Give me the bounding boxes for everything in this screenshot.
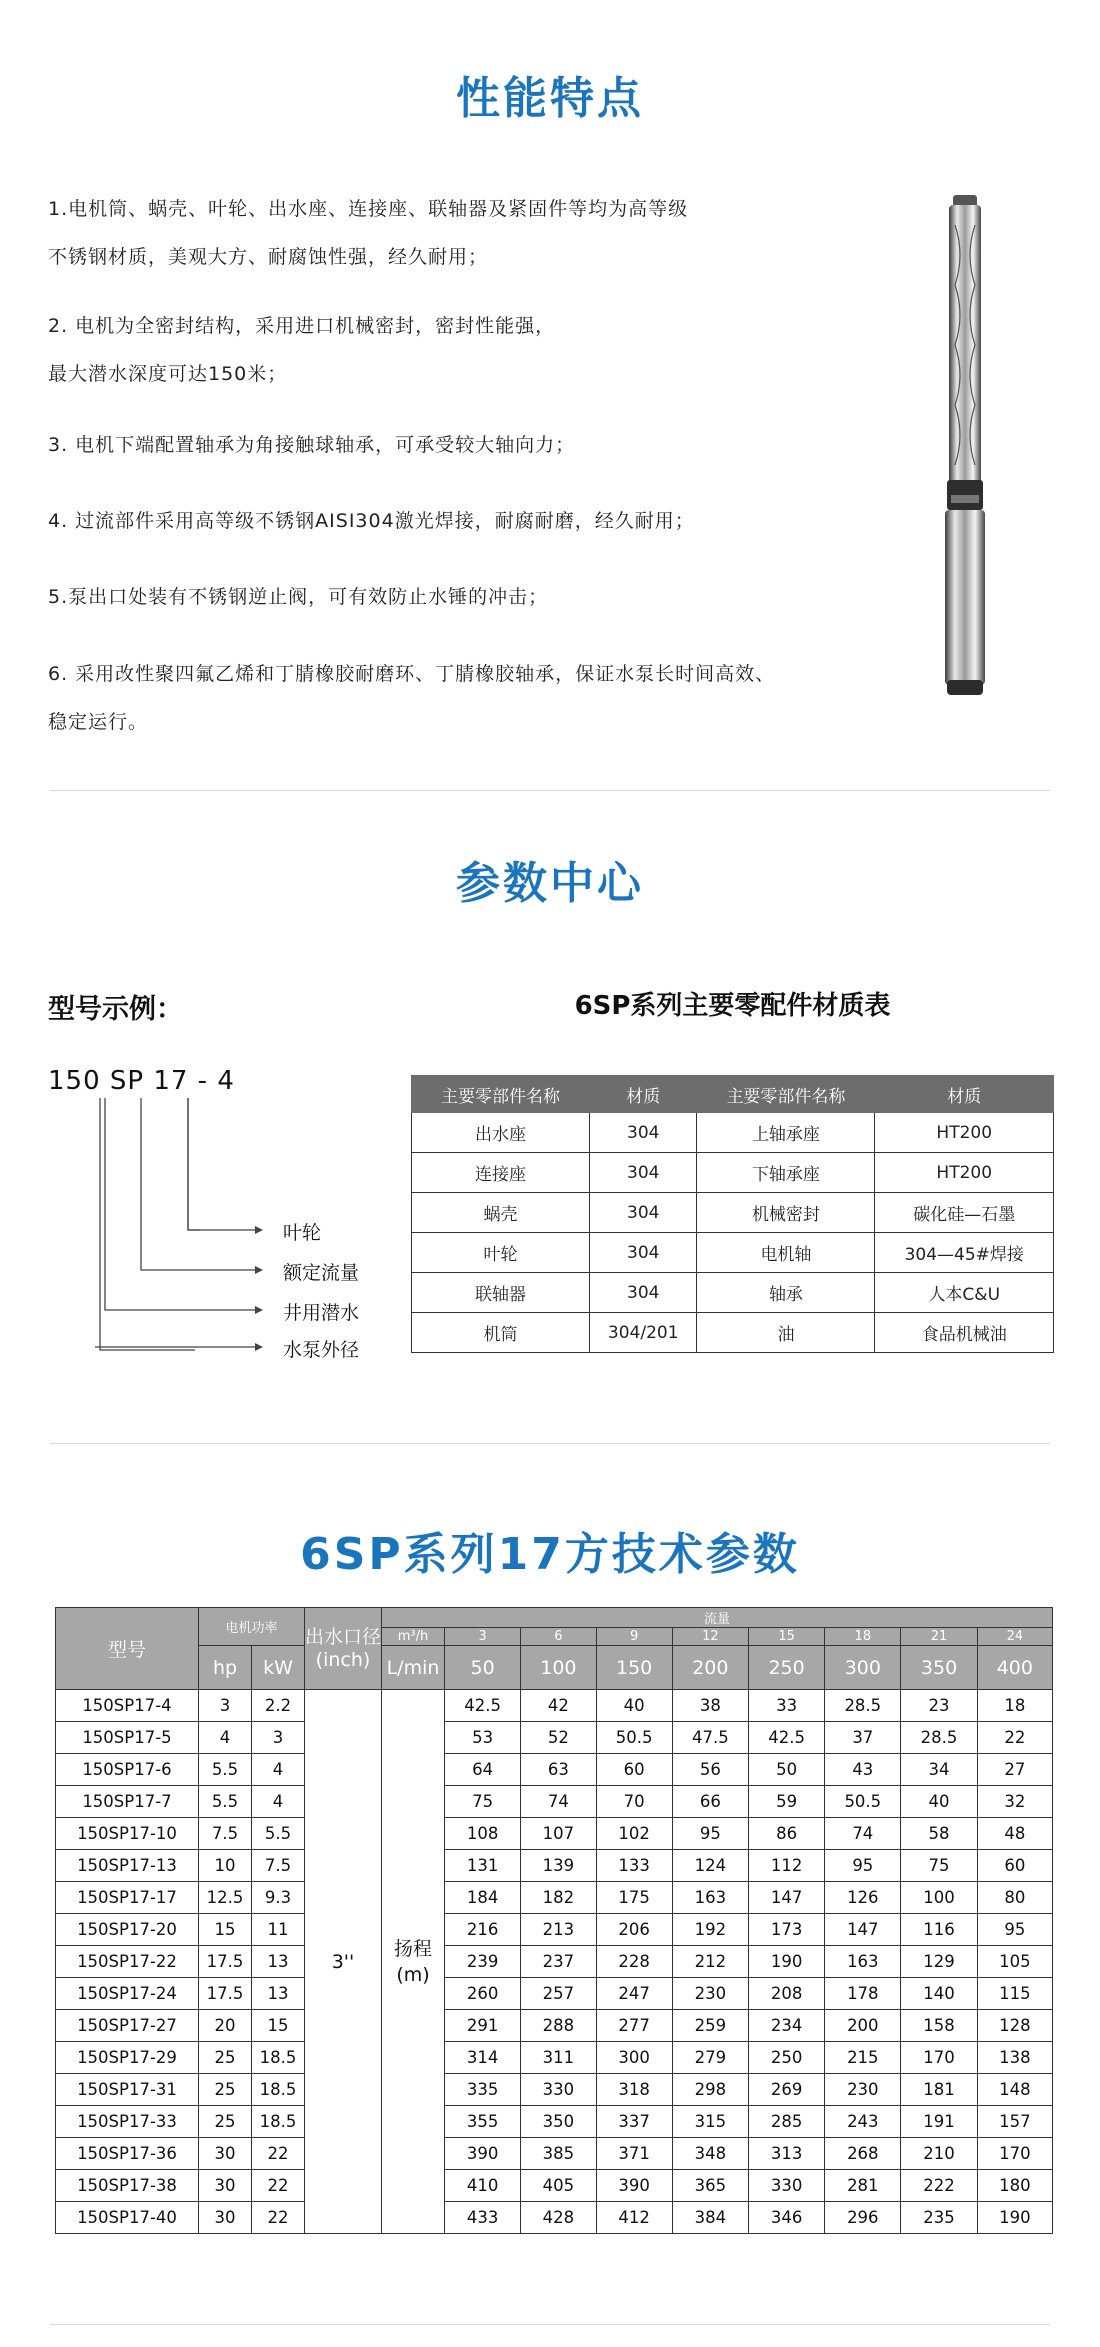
table-cell: 228 bbox=[596, 1946, 672, 1978]
table-cell: 304 bbox=[590, 1153, 697, 1193]
table-cell: 410 bbox=[445, 2170, 521, 2202]
model-legend-line-first bbox=[180, 1098, 200, 1363]
table-cell: 95 bbox=[672, 1818, 748, 1850]
table-cell: 279 bbox=[672, 2042, 748, 2074]
table-cell: 100 bbox=[901, 1882, 977, 1914]
table-cell: 348 bbox=[672, 2138, 748, 2170]
table-cell: 269 bbox=[748, 2074, 824, 2106]
table-cell: HT200 bbox=[875, 1153, 1054, 1193]
table-row bbox=[412, 1233, 1054, 1273]
table-cell: 405 bbox=[521, 2170, 596, 2202]
table-cell: 25 bbox=[199, 2074, 252, 2106]
table-cell: 13 bbox=[252, 1978, 305, 2010]
table-cell: 116 bbox=[901, 1914, 977, 1946]
divider-2 bbox=[50, 1443, 1050, 1444]
col-outlet: 出水口径(inch) bbox=[305, 1608, 382, 1690]
head-label: 扬程(m) bbox=[382, 1690, 445, 2234]
table-cell: 173 bbox=[748, 1914, 824, 1946]
table-cell: 64 bbox=[445, 1754, 521, 1786]
table-cell: 10 bbox=[199, 1850, 252, 1882]
table-cell: 80 bbox=[977, 1882, 1052, 1914]
table-cell: 150SP17-24 bbox=[56, 1978, 199, 2010]
table-cell: 355 bbox=[445, 2106, 521, 2138]
table-cell: 330 bbox=[748, 2170, 824, 2202]
table-cell: 22 bbox=[252, 2170, 305, 2202]
table-cell: 86 bbox=[748, 1818, 824, 1850]
table-cell: 247 bbox=[596, 1978, 672, 2010]
table-cell: 上轴承座 bbox=[697, 1113, 875, 1153]
table-cell: 150SP17-5 bbox=[56, 1722, 199, 1754]
table-cell: 18 bbox=[977, 1690, 1052, 1722]
table-cell: 33 bbox=[748, 1690, 824, 1722]
table-cell: 52 bbox=[521, 1722, 596, 1754]
table-cell: 385 bbox=[521, 2138, 596, 2170]
table-cell: 433 bbox=[445, 2202, 521, 2234]
flow-m3h-cell: 9 bbox=[596, 1628, 672, 1646]
table-cell: 182 bbox=[521, 1882, 596, 1914]
table-cell: 60 bbox=[977, 1850, 1052, 1882]
table-cell: 371 bbox=[596, 2138, 672, 2170]
legend-well: 井用潜水 bbox=[283, 1302, 360, 1324]
table-cell: 133 bbox=[596, 1850, 672, 1882]
table-cell: 叶轮 bbox=[412, 1233, 590, 1273]
table-cell: 257 bbox=[521, 1978, 596, 2010]
table-cell: 191 bbox=[901, 2106, 977, 2138]
table-cell: 115 bbox=[977, 1978, 1052, 2010]
table-cell: 23 bbox=[901, 1690, 977, 1722]
flow-m3h-cell: 24 bbox=[977, 1628, 1052, 1646]
table-cell: 337 bbox=[596, 2106, 672, 2138]
table-cell: 74 bbox=[521, 1786, 596, 1818]
table-cell: 428 bbox=[521, 2202, 596, 2234]
table-cell: 63 bbox=[521, 1754, 596, 1786]
table-cell: 轴承 bbox=[697, 1273, 875, 1313]
table-cell: 5.5 bbox=[199, 1786, 252, 1818]
table-cell: 出水座 bbox=[412, 1113, 590, 1153]
table-cell: 268 bbox=[825, 2138, 901, 2170]
table-cell: 53 bbox=[445, 1722, 521, 1754]
table-cell: 18.5 bbox=[252, 2106, 305, 2138]
table-cell: 190 bbox=[977, 2202, 1052, 2234]
divider-1 bbox=[50, 790, 1050, 791]
table-cell: 235 bbox=[901, 2202, 977, 2234]
table-cell: 74 bbox=[825, 1818, 901, 1850]
unit-hp: hp bbox=[199, 1646, 252, 1690]
table-cell: 18.5 bbox=[252, 2074, 305, 2106]
flow-m3h-cell: 3 bbox=[445, 1628, 521, 1646]
table-cell: 181 bbox=[901, 2074, 977, 2106]
table-cell: 213 bbox=[521, 1914, 596, 1946]
table-cell: 150SP17-33 bbox=[56, 2106, 199, 2138]
materials-header: 材质 bbox=[875, 1076, 1054, 1113]
materials-header: 主要零部件名称 bbox=[412, 1076, 590, 1113]
flow-lmin-cell: 250 bbox=[748, 1646, 824, 1690]
table-cell: 314 bbox=[445, 2042, 521, 2074]
table-cell: 234 bbox=[748, 2010, 824, 2042]
table-row bbox=[56, 2106, 1053, 2138]
table-cell: 365 bbox=[672, 2170, 748, 2202]
table-cell: 163 bbox=[672, 1882, 748, 1914]
table-cell: 7.5 bbox=[199, 1818, 252, 1850]
table-cell: 260 bbox=[445, 1978, 521, 2010]
table-row bbox=[56, 2202, 1053, 2234]
table-row bbox=[56, 1754, 1053, 1786]
table-cell: 食品机械油 bbox=[875, 1313, 1054, 1353]
table-cell: 150SP17-13 bbox=[56, 1850, 199, 1882]
flow-lmin-cell: 300 bbox=[825, 1646, 901, 1690]
col-power: 电机功率 bbox=[199, 1608, 305, 1646]
table-cell: 412 bbox=[596, 2202, 672, 2234]
table-cell: 208 bbox=[748, 1978, 824, 2010]
table-row bbox=[56, 1818, 1053, 1850]
table-cell: 206 bbox=[596, 1914, 672, 1946]
table-cell: 304 bbox=[590, 1113, 697, 1153]
legend-flow: 额定流量 bbox=[283, 1262, 360, 1284]
table-cell: 27 bbox=[977, 1754, 1052, 1786]
table-cell: 102 bbox=[596, 1818, 672, 1850]
table-cell: 281 bbox=[825, 2170, 901, 2202]
table-cell: 304/201 bbox=[590, 1313, 697, 1353]
table-row bbox=[56, 2010, 1053, 2042]
unit-m3h: m³/h bbox=[382, 1628, 445, 1646]
table-cell: 300 bbox=[596, 2042, 672, 2074]
col-model: 型号 bbox=[56, 1608, 199, 1690]
table-cell: 38 bbox=[672, 1690, 748, 1722]
table-cell: 电机轴 bbox=[697, 1233, 875, 1273]
table-cell: 40 bbox=[596, 1690, 672, 1722]
table-cell: 40 bbox=[901, 1786, 977, 1818]
table-cell: 4 bbox=[252, 1786, 305, 1818]
table-cell: 298 bbox=[672, 2074, 748, 2106]
table-cell: 150SP17-29 bbox=[56, 2042, 199, 2074]
table-cell: 95 bbox=[825, 1850, 901, 1882]
outlet-value: 3'' bbox=[305, 1690, 382, 2234]
table-cell: 124 bbox=[672, 1850, 748, 1882]
table-row bbox=[412, 1193, 1054, 1233]
legend-diameter: 水泵外径 bbox=[283, 1339, 360, 1361]
table-row bbox=[56, 1690, 1053, 1722]
table-cell: 107 bbox=[521, 1818, 596, 1850]
table-cell: 139 bbox=[521, 1850, 596, 1882]
table-cell: 190 bbox=[748, 1946, 824, 1978]
table-cell: 350 bbox=[521, 2106, 596, 2138]
table-cell: 277 bbox=[596, 2010, 672, 2042]
table-cell: 25 bbox=[199, 2106, 252, 2138]
table-cell: 5.5 bbox=[199, 1754, 252, 1786]
feature-line: 不锈钢材质，美观大方、耐腐蚀性强，经久耐用； bbox=[48, 246, 489, 268]
flow-lmin-cell: 200 bbox=[672, 1646, 748, 1690]
table-cell: 机械密封 bbox=[697, 1193, 875, 1233]
flow-m3h-cell: 12 bbox=[672, 1628, 748, 1646]
table-cell: 11 bbox=[252, 1914, 305, 1946]
unit-lmin: L/min bbox=[382, 1646, 445, 1690]
table-cell: 150SP17-17 bbox=[56, 1882, 199, 1914]
model-code: 150 SP 17 - 4 bbox=[48, 1066, 235, 1096]
table-cell: 291 bbox=[445, 2010, 521, 2042]
table-cell: 48 bbox=[977, 1818, 1052, 1850]
table-cell: 178 bbox=[825, 1978, 901, 2010]
feature-line: 1.电机筒、蜗壳、叶轮、出水座、连接座、联轴器及紧固件等均为高等级 bbox=[48, 198, 689, 220]
table-cell: 15 bbox=[252, 2010, 305, 2042]
table-cell: 304 bbox=[590, 1233, 697, 1273]
table-row bbox=[56, 1978, 1053, 2010]
feature-line: 3. 电机下端配置轴承为角接触球轴承，可承受较大轴向力； bbox=[48, 434, 576, 456]
table-cell: 4 bbox=[199, 1722, 252, 1754]
table-cell: 70 bbox=[596, 1786, 672, 1818]
flow-lmin-cell: 400 bbox=[977, 1646, 1052, 1690]
table-cell: 112 bbox=[748, 1850, 824, 1882]
table-cell: 285 bbox=[748, 2106, 824, 2138]
table-cell: 239 bbox=[445, 1946, 521, 1978]
table-row bbox=[56, 1722, 1053, 1754]
table-cell: 机筒 bbox=[412, 1313, 590, 1353]
table-cell: 7.5 bbox=[252, 1850, 305, 1882]
table-cell: 346 bbox=[748, 2202, 824, 2234]
flow-lmin-cell: 100 bbox=[521, 1646, 596, 1690]
table-cell: 58 bbox=[901, 1818, 977, 1850]
table-cell: 25 bbox=[199, 2042, 252, 2074]
table-cell: 184 bbox=[445, 1882, 521, 1914]
flow-m3h-cell: 6 bbox=[521, 1628, 596, 1646]
table-cell: 联轴器 bbox=[412, 1273, 590, 1313]
flow-m3h-cell: 15 bbox=[748, 1628, 824, 1646]
flow-m3h-cell: 18 bbox=[825, 1628, 901, 1646]
table-cell: 蜗壳 bbox=[412, 1193, 590, 1233]
flow-m3h-cell: 21 bbox=[901, 1628, 977, 1646]
table-cell: 32 bbox=[977, 1786, 1052, 1818]
table-cell: 237 bbox=[521, 1946, 596, 1978]
features-title: 性能特点 bbox=[456, 73, 644, 124]
table-cell: 66 bbox=[672, 1786, 748, 1818]
table-cell: 2.2 bbox=[252, 1690, 305, 1722]
table-cell: 150SP17-38 bbox=[56, 2170, 199, 2202]
table-cell: 150SP17-10 bbox=[56, 1818, 199, 1850]
table-cell: 34 bbox=[901, 1754, 977, 1786]
unit-kw: kW bbox=[252, 1646, 305, 1690]
table-cell: 215 bbox=[825, 2042, 901, 2074]
model-legend-lines-left bbox=[75, 1098, 195, 1363]
table-cell: 150SP17-20 bbox=[56, 1914, 199, 1946]
table-cell: 147 bbox=[825, 1914, 901, 1946]
materials-header: 材质 bbox=[590, 1076, 697, 1113]
legend-impeller: 叶轮 bbox=[283, 1222, 322, 1244]
table-cell: 147 bbox=[748, 1882, 824, 1914]
table-cell: 128 bbox=[977, 2010, 1052, 2042]
table-cell: 50.5 bbox=[596, 1722, 672, 1754]
table-cell: 304—45#焊接 bbox=[875, 1233, 1054, 1273]
table-cell: 12.5 bbox=[199, 1882, 252, 1914]
table-row bbox=[56, 1882, 1053, 1914]
table-cell: 230 bbox=[825, 2074, 901, 2106]
table-cell: 18.5 bbox=[252, 2042, 305, 2074]
tech-table bbox=[55, 1607, 1053, 2234]
flow-lmin-cell: 50 bbox=[445, 1646, 521, 1690]
feature-line: 最大潜水深度可达150米； bbox=[48, 363, 288, 385]
table-cell: 150SP17-36 bbox=[56, 2138, 199, 2170]
table-cell: 126 bbox=[825, 1882, 901, 1914]
params-center-title: 参数中心 bbox=[456, 858, 644, 909]
feature-line: 5.泵出口处装有不锈钢逆止阀，可有效防止水锤的冲击； bbox=[48, 586, 549, 608]
table-cell: 304 bbox=[590, 1273, 697, 1313]
table-row bbox=[412, 1113, 1054, 1153]
table-cell: 30 bbox=[199, 2170, 252, 2202]
table-cell: 230 bbox=[672, 1978, 748, 2010]
table-cell: 304 bbox=[590, 1193, 697, 1233]
feature-line: 2. 电机为全密封结构，采用进口机械密封，密封性能强， bbox=[48, 315, 556, 337]
table-cell: 下轴承座 bbox=[697, 1153, 875, 1193]
table-cell: 42.5 bbox=[445, 1690, 521, 1722]
table-cell: 150SP17-27 bbox=[56, 2010, 199, 2042]
table-cell: 油 bbox=[697, 1313, 875, 1353]
table-row bbox=[56, 1850, 1053, 1882]
table-row bbox=[56, 1914, 1053, 1946]
table-cell: 56 bbox=[672, 1754, 748, 1786]
feature-line: 稳定运行。 bbox=[48, 711, 149, 733]
table-cell: 28.5 bbox=[825, 1690, 901, 1722]
table-cell: 5.5 bbox=[252, 1818, 305, 1850]
table-cell: 390 bbox=[445, 2138, 521, 2170]
pump-image bbox=[935, 195, 995, 705]
table-cell: 157 bbox=[977, 2106, 1052, 2138]
table-cell: 75 bbox=[445, 1786, 521, 1818]
table-cell: 37 bbox=[825, 1722, 901, 1754]
table-cell: 28.5 bbox=[901, 1722, 977, 1754]
table-cell: 384 bbox=[672, 2202, 748, 2234]
table-cell: 390 bbox=[596, 2170, 672, 2202]
table-row bbox=[56, 2170, 1053, 2202]
table-cell: 200 bbox=[825, 2010, 901, 2042]
table-cell: 59 bbox=[748, 1786, 824, 1818]
table-cell: 碳化硅—石墨 bbox=[875, 1193, 1054, 1233]
model-example-label: 型号示例： bbox=[48, 994, 183, 1025]
table-cell: 296 bbox=[825, 2202, 901, 2234]
table-cell: 131 bbox=[445, 1850, 521, 1882]
table-cell: 47.5 bbox=[672, 1722, 748, 1754]
table-cell: 170 bbox=[901, 2042, 977, 2074]
table-row bbox=[56, 2138, 1053, 2170]
table-cell: 108 bbox=[445, 1818, 521, 1850]
table-cell: 60 bbox=[596, 1754, 672, 1786]
table-row bbox=[56, 1946, 1053, 1978]
table-cell: 人本C&U bbox=[875, 1273, 1054, 1313]
col-flow: 流量 bbox=[382, 1608, 1053, 1628]
table-cell: 313 bbox=[748, 2138, 824, 2170]
table-cell: 9.3 bbox=[252, 1882, 305, 1914]
table-cell: 150SP17-6 bbox=[56, 1754, 199, 1786]
table-cell: 311 bbox=[521, 2042, 596, 2074]
flow-lmin-cell: 150 bbox=[596, 1646, 672, 1690]
divider-3 bbox=[50, 2324, 1050, 2325]
table-row bbox=[412, 1273, 1054, 1313]
table-cell: 216 bbox=[445, 1914, 521, 1946]
materials-title: 6SP系列主要零配件材质表 bbox=[574, 991, 891, 1021]
table-cell: 17.5 bbox=[199, 1946, 252, 1978]
table-cell: 20 bbox=[199, 2010, 252, 2042]
table-cell: HT200 bbox=[875, 1113, 1054, 1153]
feature-line: 4. 过流部件采用高等级不锈钢AISI304激光焊接，耐腐耐磨，经久耐用； bbox=[48, 510, 695, 532]
flow-lmin-cell: 350 bbox=[901, 1646, 977, 1690]
table-cell: 105 bbox=[977, 1946, 1052, 1978]
table-cell: 163 bbox=[825, 1946, 901, 1978]
table-cell: 315 bbox=[672, 2106, 748, 2138]
materials-table bbox=[411, 1075, 1054, 1353]
table-cell: 13 bbox=[252, 1946, 305, 1978]
tech-title: 6SP系列17方技术参数 bbox=[300, 1529, 800, 1580]
table-cell: 150SP17-31 bbox=[56, 2074, 199, 2106]
table-cell: 330 bbox=[521, 2074, 596, 2106]
table-row bbox=[56, 2074, 1053, 2106]
table-cell: 22 bbox=[252, 2202, 305, 2234]
table-cell: 158 bbox=[901, 2010, 977, 2042]
table-cell: 3 bbox=[252, 1722, 305, 1754]
table-cell: 50.5 bbox=[825, 1786, 901, 1818]
table-cell: 150SP17-40 bbox=[56, 2202, 199, 2234]
table-cell: 192 bbox=[672, 1914, 748, 1946]
table-cell: 22 bbox=[252, 2138, 305, 2170]
table-cell: 138 bbox=[977, 2042, 1052, 2074]
table-row bbox=[56, 1786, 1053, 1818]
table-cell: 150SP17-22 bbox=[56, 1946, 199, 1978]
table-row bbox=[56, 2042, 1053, 2074]
table-cell: 150SP17-4 bbox=[56, 1690, 199, 1722]
table-cell: 43 bbox=[825, 1754, 901, 1786]
table-cell: 30 bbox=[199, 2202, 252, 2234]
table-cell: 288 bbox=[521, 2010, 596, 2042]
table-cell: 148 bbox=[977, 2074, 1052, 2106]
table-cell: 42.5 bbox=[748, 1722, 824, 1754]
table-cell: 连接座 bbox=[412, 1153, 590, 1193]
table-cell: 318 bbox=[596, 2074, 672, 2106]
table-row bbox=[412, 1313, 1054, 1353]
table-cell: 95 bbox=[977, 1914, 1052, 1946]
table-cell: 75 bbox=[901, 1850, 977, 1882]
table-row bbox=[412, 1153, 1054, 1193]
table-cell: 175 bbox=[596, 1882, 672, 1914]
table-cell: 170 bbox=[977, 2138, 1052, 2170]
feature-line: 6. 采用改性聚四氟乙烯和丁腈橡胶耐磨环、丁腈橡胶轴承，保证水泵长时间高效、 bbox=[48, 663, 776, 685]
table-cell: 210 bbox=[901, 2138, 977, 2170]
table-cell: 22 bbox=[977, 1722, 1052, 1754]
table-cell: 15 bbox=[199, 1914, 252, 1946]
table-cell: 259 bbox=[672, 2010, 748, 2042]
materials-header: 主要零部件名称 bbox=[697, 1076, 875, 1113]
table-cell: 150SP17-7 bbox=[56, 1786, 199, 1818]
table-cell: 50 bbox=[748, 1754, 824, 1786]
table-cell: 180 bbox=[977, 2170, 1052, 2202]
table-cell: 250 bbox=[748, 2042, 824, 2074]
table-cell: 212 bbox=[672, 1946, 748, 1978]
table-cell: 129 bbox=[901, 1946, 977, 1978]
table-cell: 222 bbox=[901, 2170, 977, 2202]
table-cell: 243 bbox=[825, 2106, 901, 2138]
table-cell: 140 bbox=[901, 1978, 977, 2010]
table-cell: 4 bbox=[252, 1754, 305, 1786]
table-cell: 17.5 bbox=[199, 1978, 252, 2010]
table-cell: 30 bbox=[199, 2138, 252, 2170]
table-cell: 42 bbox=[521, 1690, 596, 1722]
table-cell: 3 bbox=[199, 1690, 252, 1722]
table-cell: 335 bbox=[445, 2074, 521, 2106]
